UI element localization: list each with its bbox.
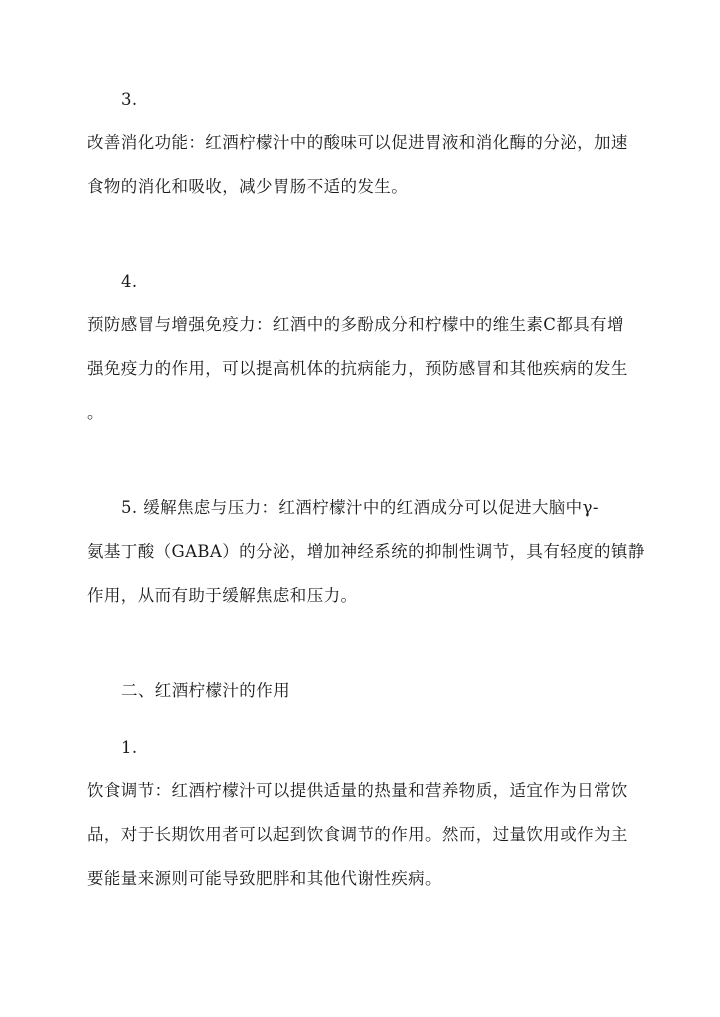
subsection-1-text-line-2: 品，对于长期饮用者可以起到饮食调节的作用。然而，过量饮用或作为主 (87, 825, 628, 844)
section-heading: 二、红酒柠檬汁的作用 (121, 681, 290, 700)
item-5-first-line: 5. 缓解焦虑与压力：红酒柠檬汁中的红酒成分可以促进大脑中γ- (121, 498, 599, 517)
item-3-text-line-1: 改善消化功能：红酒柠檬汁中的酸味可以促进胃液和消化酶的分泌，加速 (87, 133, 628, 152)
subsection-1-text-line-3: 要能量来源则可能导致肥胖和其他代谢性疾病。 (87, 869, 442, 888)
item-4-text-line-3: 。 (87, 403, 104, 422)
subsection-1-text-line-1: 饮食调节：红酒柠檬汁可以提供适量的热量和营养物质，适宜作为日常饮 (87, 781, 628, 800)
item-3-number: 3. (121, 90, 138, 109)
item-5-text-line-2: 氨基丁酸（GABA）的分泌，增加神经系统的抑制性调节，具有轻度的镇静 (87, 542, 645, 561)
item-4-text-line-2: 强免疫力的作用，可以提高机体的抗病能力，预防感冒和其他疾病的发生 (87, 359, 628, 378)
item-5-text-line-3: 作用，从而有助于缓解焦虑和压力。 (87, 586, 358, 605)
subsection-1-number: 1. (121, 738, 138, 757)
item-3-text-line-2: 食物的消化和吸收，减少胃肠不适的发生。 (87, 177, 409, 196)
item-4-text-line-1: 预防感冒与增强免疫力：红酒中的多酚成分和柠檬中的维生素C都具有增 (87, 315, 624, 334)
item-4-number: 4. (121, 272, 138, 291)
